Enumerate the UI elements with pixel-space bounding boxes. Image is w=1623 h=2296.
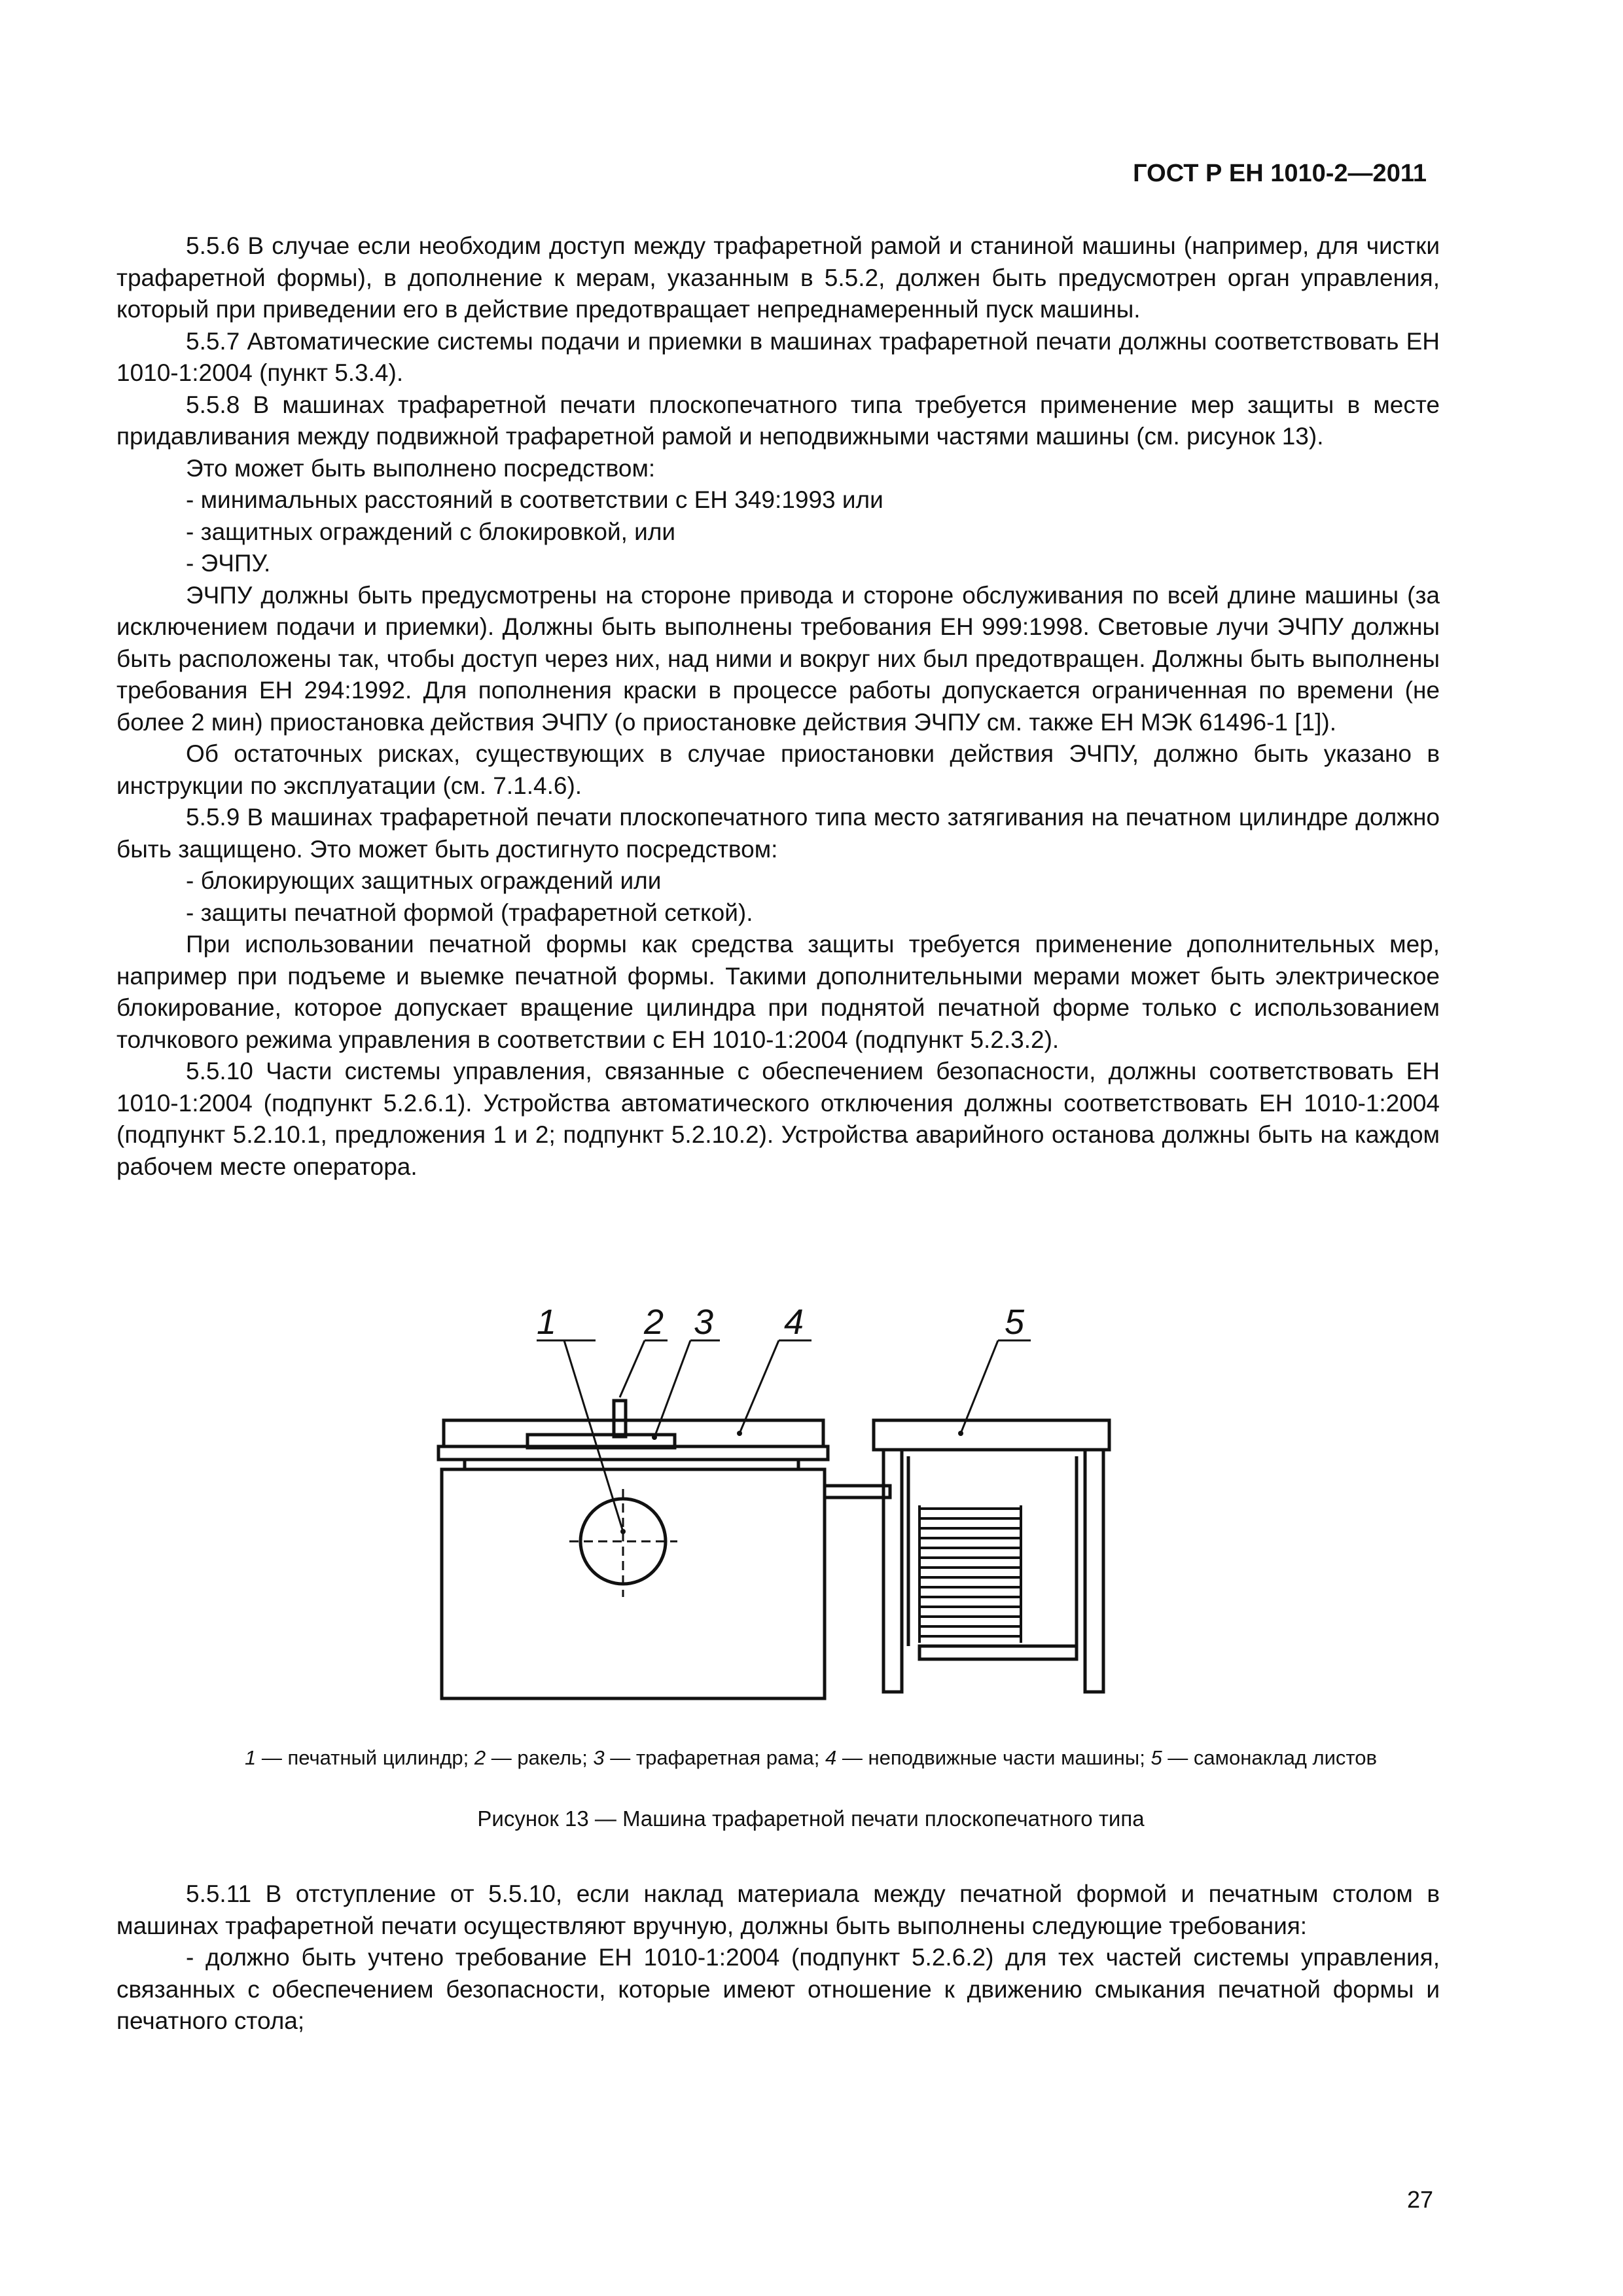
connecting-bar bbox=[825, 1486, 890, 1498]
figure-13-drawing bbox=[393, 1309, 1374, 1715]
legend-text: — печатный цилиндр; bbox=[256, 1746, 474, 1769]
paragraph-residual-risks: Об остаточных рисках, существующих в случае приостановки действия ЭЧПУ, должно быть указано в инструкции по эксплуатации (см. 7.1.4.6). bbox=[116, 740, 1440, 799]
legend-num: 4 bbox=[825, 1746, 837, 1769]
feeder-platform bbox=[919, 1646, 1077, 1659]
paragraph-intro-list: Это может быть выполнено посредством: bbox=[186, 454, 656, 482]
legend-num: 5 bbox=[1150, 1746, 1162, 1769]
paragraph-5-5-9: 5.5.9 В машинах трафаретной печати плоскопечатного типа место затягивания на печатном цилиндре должно быть защищено. Это может быть достигнуто посредством: bbox=[116, 804, 1440, 863]
paragraph-echpu: ЭЧПУ должны быть предусмотрены на стороне привода и стороне обслуживания по всей длине машины (за исключением подачи и приемки). Должны быть выполнены требования ЕН 999:1998. Световые лучи ЭЧПУ должны быть расположены так, чтобы доступ через них, над ними и вокруг них был предотвращен. Должны быть выполнены требования ЕН 294:1992. Для пополнения краски в процессе работы допускается ограниченная по времени (не более 2 мин) приостановка действия ЭЧПУ (о приостановке действия ЭЧПУ см. также ЕН МЭК 61496-1 [1]). bbox=[116, 581, 1440, 736]
list-item: - блокирующих защитных ограждений или bbox=[186, 867, 662, 894]
figure-label-2: 2 bbox=[644, 1309, 664, 1342]
list-item: - защиты печатной формой (трафаретной сеткой). bbox=[186, 899, 753, 926]
paragraph-5-5-7: 5.5.7 Автоматические системы подачи и приемки в машинах трафаретной печати должны соответствовать ЕН 1010-1:2004 (пункт 5.3.4). bbox=[116, 327, 1440, 386]
legend-text: — ракель; bbox=[486, 1746, 594, 1769]
legend-text: — неподвижные части машины; bbox=[836, 1746, 1151, 1769]
figure-label-4: 4 bbox=[784, 1309, 804, 1342]
list-item: - ЭЧПУ. bbox=[186, 550, 271, 577]
paragraph-5-5-8: 5.5.8 В машинах трафаретной печати плоскопечатного типа требуется применение мер защиты в месте придавливания между подвижной трафаретной рамой и неподвижными частями машины (см. рисунок 13). bbox=[116, 391, 1440, 450]
body-text-continued bbox=[116, 1878, 1440, 2037]
body-text bbox=[116, 230, 1440, 1183]
paragraph-5-5-6: 5.5.6 В случае если необходим доступ между трафаретной рамой и станиной машины (например, для чистки трафаретной формы), в дополнение к мерам, указанным в 5.5.2, должен быть предусмотрен орган управления, который при приведении его в действие предотвращает непреднамеренный пуск машины. bbox=[116, 232, 1440, 323]
sheet-feeder-top bbox=[874, 1420, 1109, 1450]
figure-legend bbox=[116, 1746, 1505, 1770]
list-item: - минимальных расстояний в соответствии с ЕН 349:1993 или bbox=[186, 486, 883, 513]
paragraph-printing-form: При использовании печатной формы как средства защиты требуется применение дополнительных мер, например при подъеме и выемке печатной формы. Такими дополнительными мерами может быть электрическое блокирование, которое допускает вращение цилиндра при поднятой печатной форме только с использованием толчкового режима управления в соответствии с ЕН 1010-1:2004 (подпункт 5.2.3.2). bbox=[116, 931, 1440, 1053]
document-header: ГОСТ Р ЕН 1010-2—2011 bbox=[1133, 160, 1427, 187]
legend-text: — самонаклад листов bbox=[1162, 1746, 1377, 1769]
legend-num: 1 bbox=[245, 1746, 257, 1769]
figure-label-5: 5 bbox=[1005, 1309, 1025, 1342]
figure-caption: Рисунок 13 — Машина трафаретной печати плоскопечатного типа bbox=[477, 1806, 1145, 1831]
figure-label-1: 1 bbox=[537, 1309, 557, 1342]
figure-label-3: 3 bbox=[694, 1309, 714, 1342]
paragraph-5-5-10: 5.5.10 Части системы управления, связанные с обеспечением безопасности, должны соответствовать ЕН 1010-1:2004 (подпункт 5.2.6.1). Устройства автоматического отключения должны соответствовать ЕН 1010-1:2004 (подпункт 5.2.10.1, предложения 1 и 2; подпункт 5.2.10.2). Устройства аварийного останова должны быть на каждом рабочем месте оператора. bbox=[116, 1058, 1440, 1180]
page-number: 27 bbox=[1406, 2186, 1433, 2213]
paper-stack bbox=[919, 1505, 1021, 1643]
figure-13 bbox=[393, 1309, 1374, 1715]
legend-num: 2 bbox=[474, 1746, 486, 1769]
feeder-leg-right bbox=[1085, 1450, 1103, 1692]
paragraph-5-5-11: 5.5.11 В отступление от 5.5.10, если наклад материала между печатной формой и печатным столом в машинах трафаретной печати осуществляют вручную, должны быть выполнены следующие требования: bbox=[116, 1880, 1440, 1939]
legend-num: 3 bbox=[593, 1746, 605, 1769]
list-item: - должно быть учтено требование ЕН 1010-1:2004 (подпункт 5.2.6.2) для тех частей системы управления, связанных с обеспечением безопасности, которые имеют отношение к движению смыкания печатной формы и печатного стола; bbox=[116, 1944, 1440, 2034]
list-item: - защитных ограждений с блокировкой, или bbox=[186, 518, 676, 545]
legend-text: — трафаретная рама; bbox=[604, 1746, 825, 1769]
